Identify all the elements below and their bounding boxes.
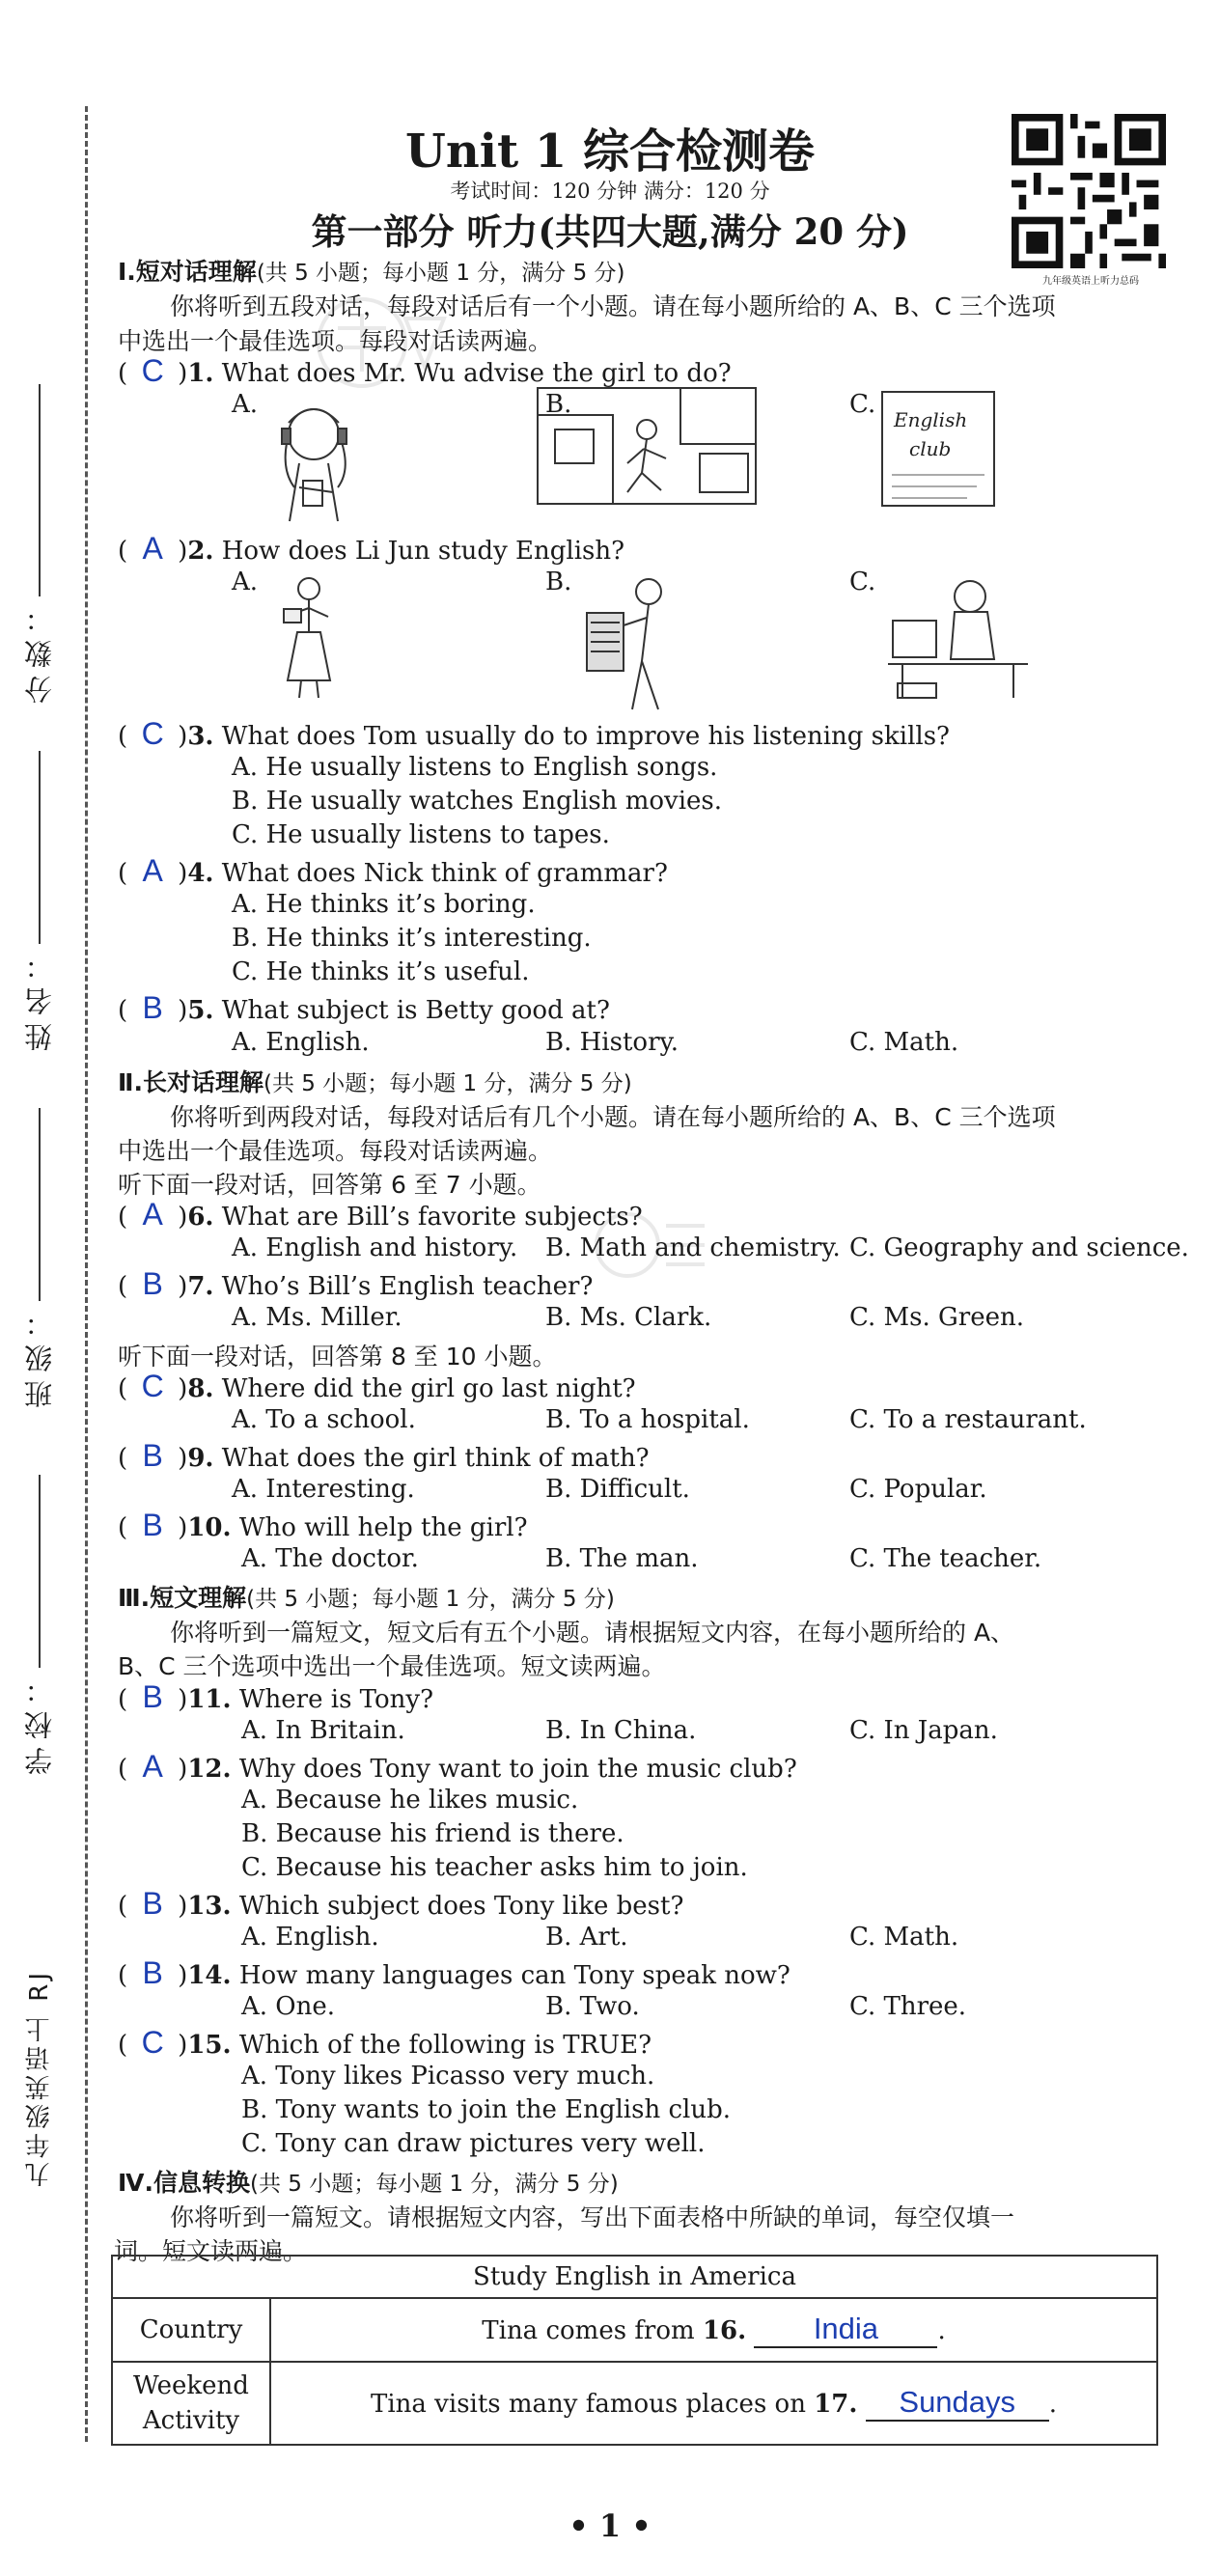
question-text: Which of the following is TRUE? <box>238 2031 652 2060</box>
man-at-computer-icon <box>883 568 1033 703</box>
answer-mark[interactable]: B <box>142 1438 163 1473</box>
question-number: 2. <box>187 537 214 566</box>
option-a[interactable]: A. Ms. Miller. <box>232 1303 402 1332</box>
option-b[interactable]: B. History. <box>545 1028 679 1057</box>
question-number: 4. <box>187 859 214 888</box>
instruction: 你将听到五段对话，每段对话后有一个小题。请在每小题所给的 A、B、C 三个选项 <box>170 292 1056 320</box>
table-row <box>112 2362 1157 2445</box>
table-row <box>112 2298 1157 2362</box>
answer-mark[interactable]: B <box>142 990 163 1025</box>
answer-blank-16[interactable] <box>754 2312 937 2348</box>
question-text: Why does Tony want to join the music club? <box>238 1755 797 1784</box>
section-title: Ⅳ.信息转换 <box>118 2169 250 2197</box>
option-c[interactable]: C. Because his teacher asks him to join. <box>241 1853 748 1882</box>
question-text: Where did the girl go last night? <box>221 1374 636 1403</box>
option-c[interactable]: C. To a restaurant. <box>849 1405 1087 1434</box>
option-b[interactable]: B. Two. <box>545 1992 640 2021</box>
sub-instruction: 听下面一段对话，回答第 6 至 7 小题。 <box>118 1171 541 1199</box>
section-2-heading <box>118 1064 632 1098</box>
section-title: Ⅲ.短文理解 <box>118 1584 247 1612</box>
instruction: B、C 三个选项中选出一个最佳选项。短文读两遍。 <box>118 1652 666 1680</box>
girl-headphones-icon <box>261 396 367 526</box>
section-note: (共 5 小题；每小题 1 分，满分 5 分) <box>249 2172 619 2197</box>
question-number: 13. <box>187 1892 232 1921</box>
question-14: ( B )14. How many languages can Tony speak now? <box>118 1955 790 1990</box>
question-12: ( A )12. Why does Tony want to join the music club? <box>118 1749 797 1784</box>
class-field <box>19 1100 59 1408</box>
option-c[interactable]: C. Popular. <box>849 1475 987 1504</box>
exam-info: 考试时间：120 分钟 满分：120 分 <box>450 180 770 203</box>
question-3: ( C )3. What does Tom usually do to improve his listening skills? <box>118 716 951 751</box>
answer-mark[interactable]: C <box>141 353 164 388</box>
blank-number: 16. <box>702 2316 747 2345</box>
option-b[interactable]: B. The man. <box>545 1544 699 1573</box>
question-text: Which subject does Tony like best? <box>238 1892 684 1921</box>
question-text: How does Li Jun study English? <box>221 537 625 566</box>
part-title: 第一部分 听力(共四大题,满分 20 分) <box>311 210 909 253</box>
option-a[interactable]: A. One. <box>241 1992 336 2021</box>
option-c[interactable]: C. In Japan. <box>849 1716 998 1745</box>
option-c[interactable]: C. He usually listens to tapes. <box>232 820 610 849</box>
boy-with-newspaper-icon <box>579 574 685 714</box>
score-line[interactable] <box>39 384 41 596</box>
question-2: ( A )2. How does Li Jun study English? <box>118 531 625 566</box>
option-a[interactable]: A. English. <box>232 1028 370 1057</box>
page-title: Unit 1 综合检测卷 <box>405 125 815 179</box>
answer-mark[interactable]: B <box>142 1886 163 1921</box>
option-a[interactable]: A. He usually listens to English songs. <box>232 753 718 782</box>
instruction: 你将听到一篇短文，短文后有五个小题。请根据短文内容，在每小题所给的 A、 <box>170 1619 1015 1647</box>
section-note: (共 5 小题；每小题 1 分，满分 5 分) <box>256 261 625 286</box>
option-b[interactable]: B. He thinks it’s interesting. <box>232 924 592 953</box>
class-label: 班级： <box>23 1301 56 1408</box>
option-a[interactable]: A. In Britain. <box>241 1716 405 1745</box>
row-label-line2: Activity <box>142 2406 240 2435</box>
option-a[interactable]: A. <box>232 390 259 419</box>
option-c[interactable]: C. He thinks it’s useful. <box>232 957 530 986</box>
school-field <box>19 1467 59 1775</box>
question-text: What does Mr. Wu advise the girl to do? <box>221 359 732 388</box>
question-text: What does Nick think of grammar? <box>221 859 668 888</box>
option-b[interactable]: B. Art. <box>545 1923 628 1952</box>
answer-mark[interactable]: A <box>142 1749 163 1784</box>
option-c[interactable]: C. The teacher. <box>849 1544 1042 1573</box>
option-a[interactable]: A. The doctor. <box>241 1544 419 1573</box>
option-b[interactable]: B. Because his friend is there. <box>241 1819 624 1848</box>
section-title: Ⅱ.长对话理解 <box>118 1068 263 1096</box>
option-a[interactable]: A. He thinks it’s boring. <box>232 890 536 919</box>
boy-in-room-icon <box>536 386 758 507</box>
handwritten-answer: Sundays <box>899 2385 1016 2419</box>
option-b[interactable]: B. <box>545 568 572 596</box>
question-text: What does Tom usually do to improve his listening skills? <box>221 722 951 751</box>
instruction: 中选出一个最佳选项。每段对话读两遍。 <box>118 327 553 355</box>
section-3-heading <box>118 1579 615 1614</box>
option-c[interactable]: C. Geography and science. <box>849 1233 1189 1262</box>
question-6: ( A )6. What are Bill’s favorite subjects? <box>118 1197 643 1232</box>
name-label: 姓名： <box>23 944 56 1051</box>
sub-instruction: 听下面一段对话，回答第 8 至 10 小题。 <box>118 1343 557 1371</box>
question-number: 9. <box>187 1444 214 1473</box>
cut-line <box>85 106 88 2442</box>
question-number: 6. <box>187 1203 214 1232</box>
question-number: 1. <box>187 359 214 388</box>
question-number: 3. <box>187 722 214 751</box>
question-text: What does the girl think of math? <box>221 1444 650 1473</box>
row-label-line1: Weekend <box>133 2371 249 2400</box>
question-text: What subject is Betty good at? <box>221 996 610 1025</box>
row-label <box>112 2362 270 2445</box>
question-4: ( A )4. What does Nick think of grammar? <box>118 853 668 888</box>
answer-mark[interactable]: B <box>142 1266 163 1301</box>
name-field <box>19 743 59 1051</box>
option-b[interactable]: B. Difficult. <box>545 1475 690 1504</box>
question-text: Who will help the girl? <box>238 1513 528 1542</box>
qr-caption: 九年级英语上听力总码 <box>1042 276 1139 287</box>
english-club-sign-icon <box>880 390 996 511</box>
option-b[interactable]: B. Tony wants to join the English club. <box>241 2095 731 2124</box>
question-number: 11. <box>187 1685 232 1714</box>
option-c[interactable]: C. <box>849 390 876 419</box>
option-c[interactable]: C. <box>849 568 876 596</box>
option-c[interactable]: C. Math. <box>849 1923 959 1952</box>
option-a[interactable]: A. Because he likes music. <box>241 1786 579 1814</box>
option-b[interactable]: B. <box>545 390 572 419</box>
answer-mark[interactable]: B <box>142 1679 163 1714</box>
question-5: ( B )5. What subject is Betty good at? <box>118 990 610 1025</box>
girl-reading-icon <box>270 574 347 700</box>
school-label: 学校： <box>23 1668 56 1775</box>
row-text: Tina comes from <box>482 2316 703 2345</box>
question-11: ( B )11. Where is Tony? <box>118 1679 434 1714</box>
question-text: How many languages can Tony speak now? <box>238 1961 790 1990</box>
option-c[interactable]: C. Tony can draw pictures very well. <box>241 2129 706 2158</box>
class-line[interactable] <box>39 1108 41 1301</box>
question-1: ( C )1. What does Mr. Wu advise the girl to do? <box>118 353 732 388</box>
question-number: 12. <box>187 1755 232 1784</box>
answer-mark[interactable]: A <box>142 531 163 566</box>
option-b[interactable]: B. He usually watches English movies. <box>232 787 723 816</box>
question-7: ( B )7. Who’s Bill’s English teacher? <box>118 1266 594 1301</box>
row-content: Tina visits many famous places on 17. Sundays . <box>270 2362 1157 2445</box>
answer-mark[interactable]: C <box>141 2025 164 2060</box>
book-label: 九年级英语上 RJ <box>25 1969 54 2187</box>
question-number: 14. <box>187 1961 232 1990</box>
question-9: ( B )9. What does the girl think of math? <box>118 1438 650 1473</box>
handwritten-answer: India <box>813 2312 879 2345</box>
svg-text:club: club <box>909 437 952 460</box>
option-a[interactable]: A. Tony likes Picasso very much. <box>241 2062 655 2091</box>
answer-mark[interactable]: A <box>142 853 163 888</box>
option-a[interactable]: A. <box>232 568 259 596</box>
answer-mark[interactable]: B <box>142 1955 163 1990</box>
score-label: 分数： <box>23 596 56 704</box>
option-a[interactable]: A. To a school. <box>232 1405 416 1434</box>
info-table <box>111 2255 1158 2446</box>
section-note: (共 5 小题；每小题 1 分，满分 5 分) <box>263 1071 632 1096</box>
question-text: Where is Tony? <box>238 1685 434 1714</box>
score-field <box>19 376 59 704</box>
option-b[interactable]: B. In China. <box>545 1716 697 1745</box>
instruction: 中选出一个最佳选项。每段对话读两遍。 <box>118 1137 553 1165</box>
answer-blank-17[interactable] <box>866 2385 1049 2422</box>
option-b[interactable]: B. Ms. Clark. <box>545 1303 712 1332</box>
instruction: 你将听到两段对话，每段对话后有几个小题。请在每小题所给的 A、B、C 三个选项 <box>170 1103 1056 1131</box>
section-note: (共 5 小题；每小题 1 分，满分 5 分) <box>246 1587 615 1612</box>
question-number: 8. <box>187 1374 214 1403</box>
option-b[interactable]: B. To a hospital. <box>545 1405 750 1434</box>
question-15: ( C )15. Which of the following is TRUE? <box>118 2025 652 2060</box>
instruction: 词。短文读两遍。 <box>114 2237 308 2265</box>
section-1-heading <box>118 253 625 288</box>
question-10: ( B )10. Who will help the girl? <box>118 1508 528 1542</box>
option-c[interactable]: C. Math. <box>849 1028 959 1057</box>
question-number: 15. <box>187 2031 232 2060</box>
page-number: • 1 • <box>568 2507 652 2544</box>
name-line[interactable] <box>39 751 41 944</box>
row-label: Country <box>112 2298 270 2362</box>
option-a[interactable]: A. English and history. <box>232 1233 518 1262</box>
question-13: ( B )13. Which subject does Tony like best? <box>118 1886 684 1921</box>
option-a[interactable]: A. Interesting. <box>232 1475 415 1504</box>
svg-text:English: English <box>894 408 968 431</box>
binding-margin <box>0 0 92 2576</box>
answer-mark[interactable]: C <box>141 716 164 751</box>
option-a[interactable]: A. English. <box>241 1923 379 1952</box>
question-text: Who’s Bill’s English teacher? <box>221 1272 594 1301</box>
instruction: 你将听到一篇短文。请根据短文内容，写出下面表格中所缺的单词，每空仅填一 <box>170 2203 1015 2231</box>
row-text: Tina visits many famous places on <box>371 2390 815 2419</box>
table-title: Study English in America <box>112 2256 1157 2298</box>
qr-code-icon[interactable] <box>1007 114 1171 268</box>
section-title: Ⅰ.短对话理解 <box>118 258 257 286</box>
school-line[interactable] <box>39 1475 41 1668</box>
question-8: ( C )8. Where did the girl go last night? <box>118 1369 636 1403</box>
question-number: 10. <box>187 1513 232 1542</box>
row-content: Tina comes from 16. India . <box>270 2298 1157 2362</box>
answer-mark[interactable]: A <box>142 1197 163 1232</box>
blank-number: 17. <box>814 2390 858 2419</box>
question-number: 5. <box>187 996 214 1025</box>
section-4-heading <box>118 2164 619 2199</box>
answer-mark[interactable]: B <box>142 1508 163 1542</box>
question-text: What are Bill’s favorite subjects? <box>221 1203 643 1232</box>
option-c[interactable]: C. Three. <box>849 1992 967 2021</box>
option-c[interactable]: C. Ms. Green. <box>849 1303 1024 1332</box>
option-b[interactable]: B. Math and chemistry. <box>545 1233 841 1262</box>
question-number: 7. <box>187 1272 214 1301</box>
answer-mark[interactable]: C <box>141 1369 164 1403</box>
